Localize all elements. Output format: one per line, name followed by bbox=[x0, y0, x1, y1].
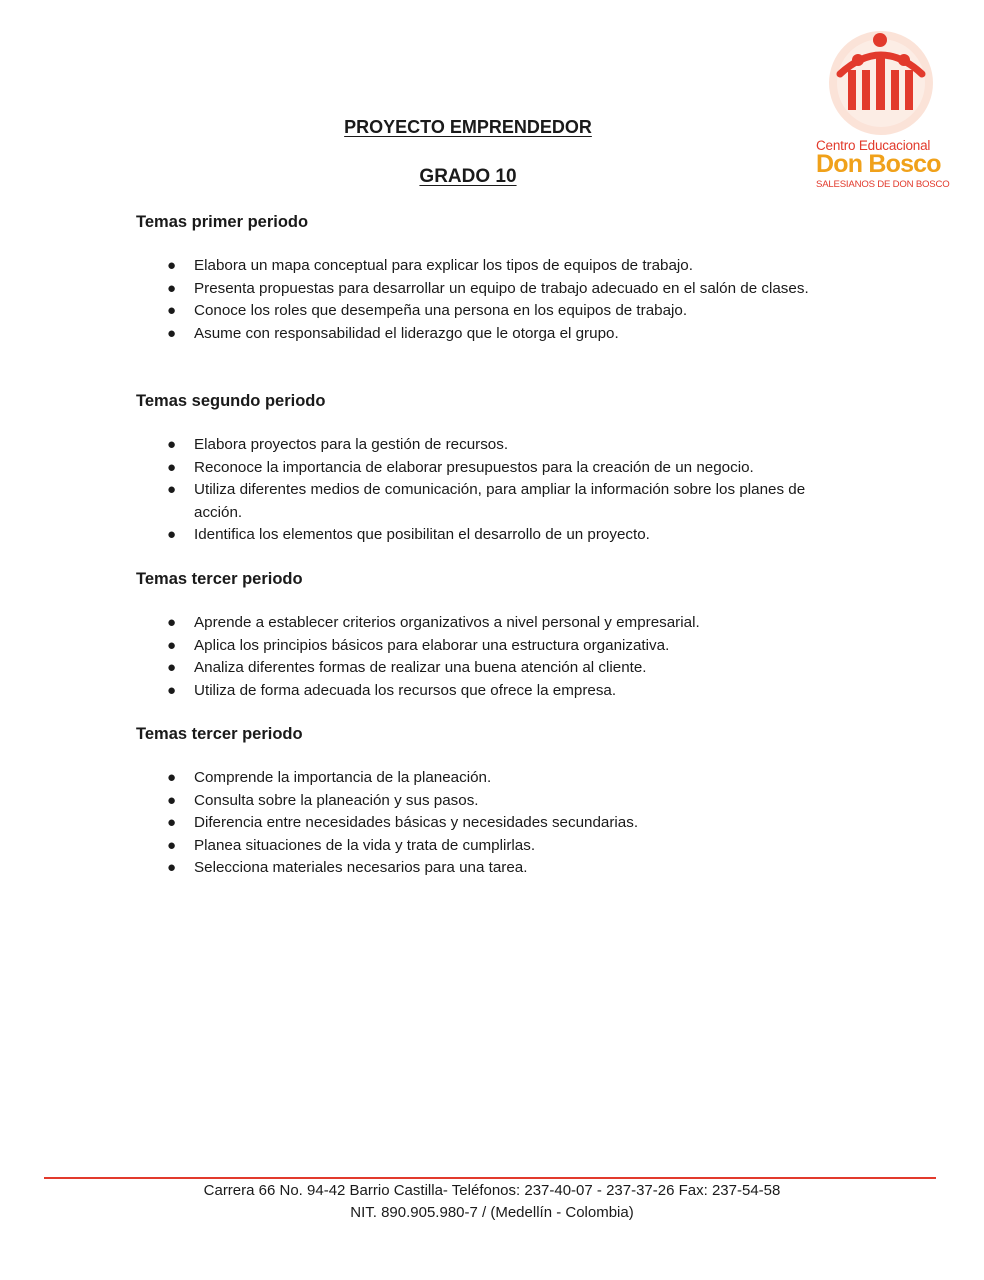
list-item bbox=[136, 524, 856, 547]
list-item-text: Planea situaciones de la vida y trata de cumplirlas. bbox=[194, 836, 536, 854]
list-item bbox=[136, 479, 856, 524]
topic-list bbox=[136, 612, 856, 702]
bullet-icon: ● bbox=[167, 859, 177, 876]
bullet-icon: ● bbox=[167, 836, 177, 854]
grade-title: GRADO 10 bbox=[419, 166, 517, 187]
list-item bbox=[136, 635, 856, 658]
list-item bbox=[136, 835, 856, 858]
bullet-icon: ● bbox=[167, 257, 177, 274]
list-item-text: Utiliza de forma adecuada los recursos que ofrece la empresa. bbox=[194, 681, 617, 699]
topic-list bbox=[136, 434, 856, 547]
section-cuarto-periodo bbox=[136, 723, 856, 880]
list-item-text: Aprende a establecer criterios organizativos a nivel personal y empresarial. bbox=[194, 614, 700, 631]
list-item-text: Analiza diferentes formas de realizar una buena atención al cliente. bbox=[194, 659, 647, 676]
list-item-text: Consulta sobre la planeación y sus pasos. bbox=[194, 791, 479, 809]
list-item-text: Asume con responsabilidad el liderazgo que le otorga el grupo. bbox=[194, 324, 619, 342]
bullet-icon: ● bbox=[167, 681, 177, 699]
footer-address: Carrera 66 No. 94-42 Barrio Castilla- Teléfonos: 237-40-07 - 237-37-26 Fax: 237-54-58 bbox=[203, 1182, 781, 1199]
list-item bbox=[136, 457, 856, 480]
bullet-icon: ● bbox=[167, 458, 177, 476]
bullet-icon: ● bbox=[167, 436, 177, 453]
section-heading: Temas tercer periodo bbox=[136, 725, 303, 743]
section-heading: Temas segundo periodo bbox=[136, 392, 326, 410]
topic-list bbox=[136, 255, 856, 345]
footer-divider bbox=[44, 1177, 936, 1179]
logo-text-centro-educacional: Centro Educacional bbox=[816, 138, 931, 153]
section-segundo-periodo bbox=[136, 390, 856, 547]
list-item-text: Identifica los elementos que posibilitan el desarrollo de un proyecto. bbox=[194, 526, 650, 543]
bullet-icon: ● bbox=[167, 279, 177, 297]
footer-nit: NIT. 890.905.980-7 / (Medellín - Colombia) bbox=[350, 1204, 634, 1221]
list-item-text: Utiliza diferentes medios de comunicación, para ampliar la información sobre los planes de acción. bbox=[194, 481, 806, 521]
list-item bbox=[136, 767, 856, 790]
bullet-icon: ● bbox=[167, 526, 177, 543]
list-item bbox=[136, 857, 856, 880]
list-item-text: Diferencia entre necesidades básicas y necesidades secundarias. bbox=[194, 814, 639, 831]
bullet-icon: ● bbox=[167, 791, 177, 809]
list-item-text: Reconoce la importancia de elaborar presupuestos para la creación de un negocio. bbox=[194, 458, 754, 476]
list-item bbox=[136, 278, 856, 301]
list-item-text: Elabora proyectos para la gestión de recursos. bbox=[194, 436, 509, 453]
bullet-icon: ● bbox=[167, 324, 177, 342]
list-item bbox=[136, 255, 856, 278]
document-title: PROYECTO EMPRENDEDOR bbox=[344, 117, 592, 137]
bullet-icon: ● bbox=[167, 614, 177, 631]
list-item-text: Comprende la importancia de la planeación. bbox=[194, 769, 492, 786]
bullet-icon: ● bbox=[167, 769, 177, 786]
bullet-icon: ● bbox=[167, 814, 177, 831]
section-primer-periodo bbox=[136, 211, 856, 345]
list-item bbox=[136, 323, 856, 346]
section-heading: Temas primer periodo bbox=[136, 213, 309, 231]
section-tercer-periodo bbox=[136, 568, 856, 702]
bullet-icon: ● bbox=[167, 302, 177, 319]
list-item bbox=[136, 612, 856, 635]
list-item bbox=[136, 300, 856, 323]
list-item-text: Presenta propuestas para desarrollar un equipo de trabajo adecuado en el salón de clases. bbox=[194, 279, 809, 297]
topic-list bbox=[136, 767, 856, 880]
logo-text-don-bosco: Don Bosco bbox=[816, 150, 941, 178]
bullet-icon: ● bbox=[167, 636, 177, 654]
section-heading: Temas tercer periodo bbox=[136, 570, 303, 588]
list-item bbox=[136, 680, 856, 703]
list-item bbox=[136, 790, 856, 813]
list-item bbox=[136, 812, 856, 835]
bullet-icon: ● bbox=[167, 481, 177, 498]
logo-text-salesianos: SALESIANOS DE DON BOSCO bbox=[816, 179, 950, 190]
list-item bbox=[136, 434, 856, 457]
list-item-text: Aplica los principios básicos para elaborar una estructura organizativa. bbox=[194, 636, 670, 654]
list-item bbox=[136, 657, 856, 680]
bullet-icon: ● bbox=[167, 659, 177, 676]
list-item-text: Elabora un mapa conceptual para explicar los tipos de equipos de trabajo. bbox=[194, 257, 693, 274]
list-item-text: Selecciona materiales necesarios para una tarea. bbox=[194, 859, 528, 876]
list-item-text: Conoce los roles que desempeña una persona en los equipos de trabajo. bbox=[194, 302, 688, 319]
